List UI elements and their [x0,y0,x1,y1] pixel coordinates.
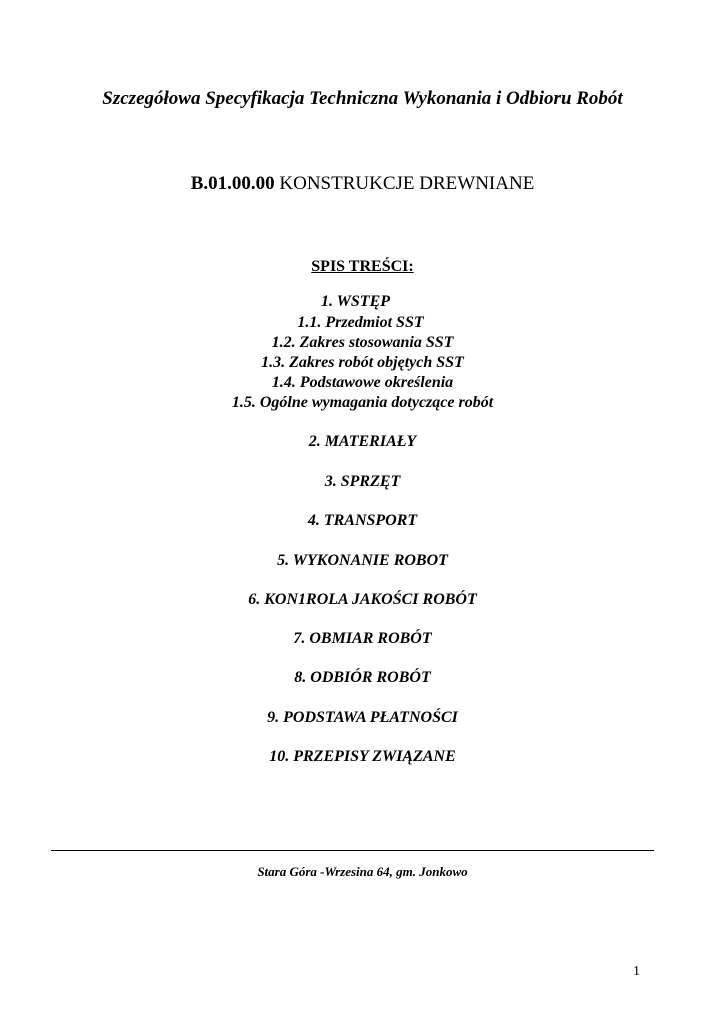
toc-item-8: 8. ODBIÓR ROBÓT [294,669,431,686]
toc-item-1-3: 1.3. Zakres robót objętych SST [261,354,464,371]
toc-item-10: 10. PRZEPISY ZWIĄZANE [269,748,456,765]
toc-item-7: 7. OBMIAR ROBÓT [293,630,432,647]
page-number: 1 [633,964,640,979]
toc-item-1-5: 1.5. Ogólne wymagania dotyczące robót [231,394,494,411]
toc-item-2: 2. MATERIAŁY [308,433,417,450]
toc-item-1: 1. WSTĘP [320,293,391,310]
toc-item-1-4: 1.4. Podstawowe określenia [271,374,454,391]
toc-heading: SPIS TREŚCI: [311,258,414,275]
toc-item-1-1: 1.1. Przedmiot SST [297,314,424,331]
toc-item-1-2: 1.2. Zakres stosowania SST [271,334,454,351]
toc-item-4: 4. TRANSPORT [307,512,418,529]
toc-item-5: 5. WYKONANIE ROBOT [277,552,448,569]
toc-item-9: 9. PODSTAWA PŁATNOŚCI [267,709,458,726]
document-name: KONSTRUKCJE DREWNIANE [279,173,535,194]
document-heading [0,173,725,195]
document-code: B.01.00.00 [190,173,275,194]
toc-item-6: 6. KON1ROLA JAKOŚCI ROBÓT [248,591,477,608]
footer-divider [51,850,654,851]
specification-title: Szczegółowa Specyfikacja Techniczna Wykonania i Odbioru Robót [102,88,623,109]
toc-item-3: 3. SPRZĘT [324,473,401,490]
footer-address: Stara Góra -Wrzesina 64, gm. Jonkowo [257,864,468,879]
